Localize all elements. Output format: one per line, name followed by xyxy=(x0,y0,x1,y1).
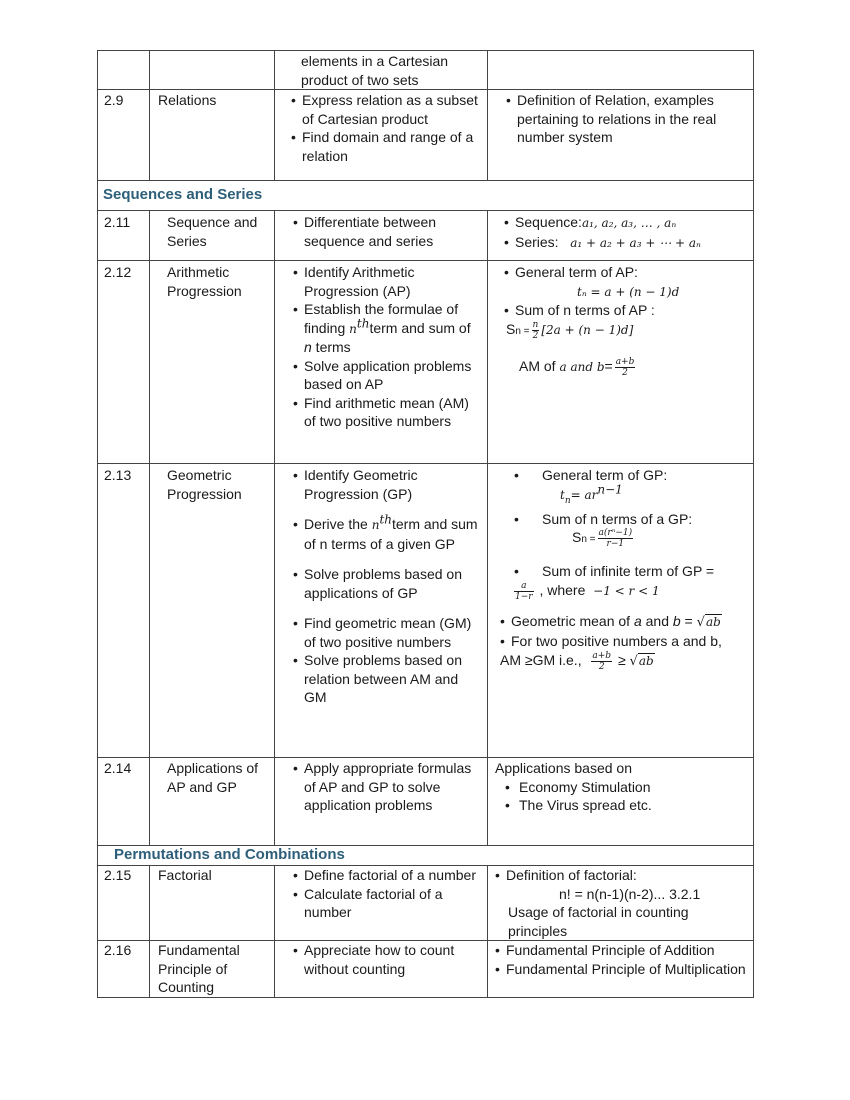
list-item: • Apply appropriate formulas of AP and GP to solve application problems xyxy=(293,759,481,815)
content-list xyxy=(495,778,747,815)
list-item: • Sum of n terms of AP : Sn = $\frac{n}{2}$ [2a + (n − 1)d] xyxy=(504,301,747,341)
list-item: • Identify Geometric Progression (GP) xyxy=(293,466,481,503)
list-item: • Find arithmetic mean (AM) of two positive numbers xyxy=(293,394,481,431)
list-item: • Calculate factorial of a number xyxy=(293,885,481,922)
list-item: • Differentiate between sequence and series xyxy=(293,213,481,250)
topic-name: Relations xyxy=(158,92,217,108)
topic-name: Fundamental Principle of Counting xyxy=(158,942,240,995)
section-title: Permutations and Combinations xyxy=(114,846,345,864)
learning-outcomes xyxy=(291,91,481,165)
am-formula: AM of a and b= $\frac{a+b}{2}$ xyxy=(519,357,635,379)
table-row xyxy=(98,261,754,464)
fraction: $\frac{n}{2}$ xyxy=(532,319,539,341)
list-item: • Express relation as a subset of Cartesian product xyxy=(291,91,481,128)
content-list xyxy=(506,91,743,147)
list-item: • Appreciate how to count without counting xyxy=(293,941,481,978)
fraction: $\frac{a+b}{2}$ xyxy=(615,357,635,379)
formula: a₁, a₂, a₃, … , aₙ xyxy=(581,216,677,230)
list-item: • Definition of factorial: xyxy=(495,866,747,885)
cell-text: elements in a Cartesian product of two sets xyxy=(301,53,449,88)
syllabus-table xyxy=(97,50,754,998)
table-row xyxy=(98,866,754,941)
learning-outcomes xyxy=(293,941,481,978)
square-root: √ab xyxy=(696,614,721,630)
list-item: • Geometric mean of a and b = √ab xyxy=(500,612,747,633)
square-root: √ab xyxy=(629,653,654,669)
row-number: 2.16 xyxy=(104,942,132,958)
content-list xyxy=(495,941,747,978)
list-item: • Derive the $n^{th}term$ and sum of n terms of a given GP xyxy=(293,515,481,553)
learning-outcomes xyxy=(293,213,481,250)
formula: a₁ + a₂ + a₃ + ⋯ + aₙ xyxy=(570,235,701,250)
formula: [2a + (n − 1)d] xyxy=(541,322,634,337)
learning-outcomes xyxy=(293,466,481,707)
topic-name: Geometric Progression xyxy=(167,467,242,502)
table-row xyxy=(98,211,754,261)
topic-name: Factorial xyxy=(158,867,212,883)
list-item: • Establish the formulae of finding $n^{th}term$ and sum of n terms xyxy=(293,300,481,357)
learning-outcomes xyxy=(293,866,481,922)
topic-name: Applications of AP and GP xyxy=(167,760,259,795)
content-text: Usage of factorial in counting principles xyxy=(508,904,689,939)
learning-outcomes xyxy=(293,759,481,815)
list-item: • Economy Stimulation xyxy=(495,778,747,797)
content-heading: Applications based on xyxy=(495,760,632,776)
row-number: 2.15 xyxy=(104,867,132,883)
factorial-formula: n! = n(n-1)(n-2)... 3.2.1 xyxy=(559,885,701,902)
row-number: 2.12 xyxy=(104,264,132,280)
list-item: • Define factorial of a number xyxy=(293,866,481,885)
table-row xyxy=(98,758,754,846)
list-item: • Find domain and range of a relation xyxy=(291,128,481,165)
list-item: • For two positive numbers a and b, AM ≥GM i.e., $\frac{a+b}{2}$ ≥ √ab xyxy=(500,632,747,672)
learning-outcomes xyxy=(293,263,481,431)
fraction: $\frac{a+b}{2}$ xyxy=(592,650,612,672)
formula: tₙ = a + (n − 1)d xyxy=(577,284,680,299)
content-list xyxy=(500,612,747,672)
topic-name: Arithmetic Progression xyxy=(167,264,242,299)
list-item: • The Virus spread etc. xyxy=(495,796,747,815)
list-item xyxy=(504,233,747,253)
list-item: • Solve problems based on relation between AM and GM xyxy=(293,651,481,707)
table-row xyxy=(98,90,754,181)
row-number: 2.9 xyxy=(104,92,124,108)
table-row xyxy=(98,51,754,90)
row-number: 2.11 xyxy=(104,214,131,230)
list-item: • Solve problems based on applications of GP xyxy=(293,565,481,602)
list-item: • Identify Arithmetic Progression (AP) xyxy=(293,263,481,300)
section-heading-row xyxy=(98,181,754,211)
list-item: • General term of GP: $t_n= ar^{n-1}$ xyxy=(504,466,747,510)
list-item xyxy=(504,213,747,233)
list-item: • Fundamental Principle of Addition xyxy=(495,941,747,960)
content-label: Sequence: xyxy=(515,214,582,230)
fraction: $\frac{a}{1-r}$ xyxy=(515,580,533,602)
list-item: • Sum of n terms of a GP: Sn = $\frac{\text{a(rⁿ−1)}}{r-1}$ xyxy=(504,510,747,550)
list-item: • Find geometric mean (GM) of two positive numbers xyxy=(293,614,481,651)
section-heading-row xyxy=(98,846,754,866)
fraction: $\frac{\text{a(rⁿ−1)}}{r-1}$ xyxy=(598,528,633,550)
row-number: 2.13 xyxy=(104,467,132,483)
list-item: • Solve application problems based on AP xyxy=(293,357,481,394)
list-item: • Definition of Relation, examples pertaining to relations in the real number system xyxy=(506,91,743,147)
content-list xyxy=(504,466,747,602)
content-list xyxy=(504,263,747,341)
content-list xyxy=(504,213,747,252)
topic-name: Sequence and Series xyxy=(167,214,258,249)
row-number: 2.14 xyxy=(104,760,132,776)
section-title: Sequences and Series xyxy=(103,186,263,204)
content-list xyxy=(495,866,747,885)
table-row xyxy=(98,464,754,758)
list-item: • Fundamental Principle of Multiplication xyxy=(495,960,747,979)
content-label: Series: xyxy=(515,233,559,250)
table-row xyxy=(98,941,754,998)
list-item: • General term of AP: tₙ = a + (n − 1)d xyxy=(504,263,747,301)
list-item: • Sum of infinite term of GP = $\frac{a}{1-r}$ , where −1 < r < 1 xyxy=(504,562,747,602)
